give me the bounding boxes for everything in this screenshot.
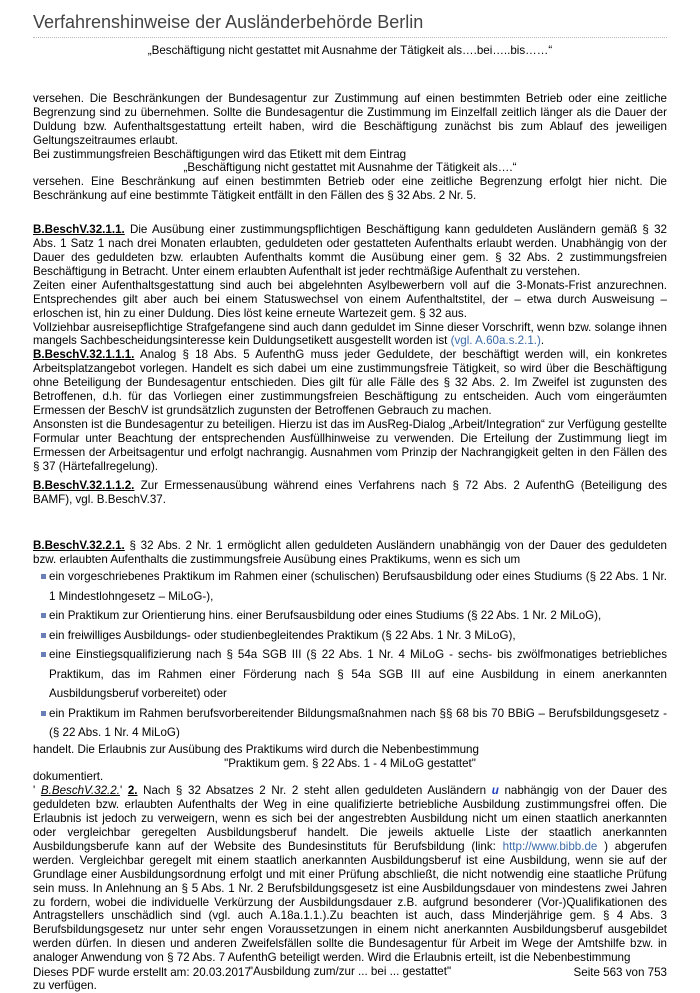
section-label: B.BeschV.32.1.1. xyxy=(33,223,125,237)
section-text: Die Ausübung einer zustimmungspflichtigen Beschäftigung kann geduldeten Ausländern gemäß § 32 Abs. 1 Satz 1 nach drei Monaten erlaubten, geduldeten oder gestatteten Aufenthalts erlaubt werden. Unabhängig von der Dauer des geduldeten bzw. erlaubten Aufenthalts kommt die Ausübung einer gem. § 32 Abs. 2 zustimmungsfreien Beschäftigung in Betracht. Unter einem erlaubten Aufenthalt ist jeder rechtmäßige Aufenthalt zu verstehen. xyxy=(33,223,667,278)
bullet-icon xyxy=(41,711,46,716)
document-body xyxy=(33,44,667,993)
section-text: Vollziehbar ausreisepflichtige Strafgefangene sind auch dann geduldet im Sinne dieser Vorschrift, wenn bzw. solange ihnen mangels Sachbescheidungsinteresse kein Duldungsetikett ausgestellt worden ist xyxy=(33,320,667,348)
footer-page-number: Seite 563 von 753 xyxy=(573,966,667,979)
paragraph-no-restriction: versehen. Eine Beschränkung auf einen bestimmten Betrieb oder eine zeitliche Begrenzung erfolgt hier nicht. Die Beschränkung auf eine bestimmte Tätigkeit entfällt in den Fällen des § 32 Abs. 2 Nr. 5. xyxy=(33,175,667,203)
section-text: Zur Ermessenausübung während eines Verfahrens nach § 72 Abs. 2 AufenthG (Beteiligung des BAMF), vgl. B.BeschV.37. xyxy=(33,479,667,507)
quote-internship: "Praktikum gem. § 22 Abs. 1 - 4 MiLoG gestattet" xyxy=(224,756,476,770)
list-item-text: ein vorgeschriebenes Praktikum im Rahmen einer (schulischen) Berufsausbildung oder eines Studiums (§ 22 Abs. 1 Nr. 1 Mindestlohngesetz – MiLoG-), xyxy=(49,570,667,603)
quote-free-employment: „Beschäftigung nicht gestattet mit Ausnahme der Tätigkeit als….“ xyxy=(183,161,517,175)
paragraph-restrictions: versehen. Die Beschränkungen der Bundesagentur zur Zustimmung auf einen bestimmten Betrieb oder eine zeitliche Begrenzung sind zu übernehmen. Sollte die Bundesagentur die Zustimmung im Einzelfall zeitlich länger als die Dauer der Duldung bzw. Aufenthaltsgestattung erteilt haben, wird die Beschäftigung zunächst bis zum Ablauf des jeweiligen Geltungszeitraumes erlaubt. xyxy=(33,91,667,147)
paragraph-conclusion: zu verfügen. xyxy=(33,979,97,992)
section-32-1-1-p3 xyxy=(33,321,667,349)
list-item xyxy=(33,567,667,606)
list-item xyxy=(33,626,667,646)
section-label: B.BeschV.32.1.1.2. xyxy=(33,479,135,493)
list-item-text: eine Einstiegsqualifizierung nach § 54a SGB III (§ 22 Abs. 1 Nr. 4 MiLoG - sechs- bis zwölfmonatiges betriebliches Praktikum, das im Rahmen einer Förderung nach § 54a SGB III auf eine Ausbildung in einem anerkannten Ausbildungsberuf vorbereitet) oder xyxy=(49,648,667,701)
footer-created-date: Dieses PDF wurde erstellt am: 20.03.2017 xyxy=(33,966,251,979)
section-label: B.BeschV.32.1.1.1. xyxy=(33,348,135,362)
paragraph-documented: dokumentiert. xyxy=(33,770,104,784)
bullet-icon xyxy=(41,613,46,618)
quote-employment-restriction: „Beschäftigung nicht gestattet mit Ausnahme der Tätigkeit als….bei…..bis……“ xyxy=(147,44,553,57)
ref-link-32-2[interactable]: B.BeschV.32.2. xyxy=(40,784,120,798)
list-item-text: ein Praktikum im Rahmen berufsvorbereitender Bildungsmaßnahmen nach §§ 68 bis 70 BBiG – Berufsbildungsgesetz - (§ 22 Abs. 1 Nr. 4 MiLoG) xyxy=(49,706,667,740)
internship-list xyxy=(33,567,667,743)
section-32-1-1-1-p2: Ansonsten ist die Bundesagentur zu beteiligen. Hierzu ist das im AusReg-Dialog „Arbeit/Integration“ zur Verfügung gestellte Formular unter Beachtung der entsprechenden Ausfüllhinweise zu verwenden. Die Erteilung der Zustimmung liegt im Ermessen der Arbeitsagentur und erfolgt nachrangig. Ausnahmen vom Prinzip der Nachrangigkeit gelten in den Fällen des § 37 (Härtefallregelung). xyxy=(33,417,667,473)
title-divider xyxy=(33,37,667,38)
list-item-text: ein Praktikum zur Orientierung hins. einer Berufsausbildung oder eines Studiums (§ 22 Abs. 1 Nr. 2 MiLoG), xyxy=(49,609,602,623)
section-text: ' xyxy=(119,784,128,798)
quote-apprenticeship: "Ausbildung zum/zur ... bei ... gestattet" xyxy=(248,965,452,979)
paragraph-free-employment: Bei zustimmungsfreien Beschäftigungen wird das Etikett mit dem Eintrag xyxy=(33,147,407,161)
bullet-icon xyxy=(41,652,46,657)
bibb-link[interactable]: http://www.bibb.de xyxy=(502,839,598,853)
section-text: § 32 Abs. 2 Nr. 1 ermöglicht allen geduldeten Ausländern unabhängig von der Dauer des geduldeten bzw. erlaubten Aufenthalts die zustimmungsfreie Ausübung eines Praktikums, wenn es sich um xyxy=(33,539,667,567)
section-text: nabhängig von der Dauer des geduldeten bzw. erlaubten Aufenthalts der Weg in eine qualifizierte betriebliche Ausbildung zustimmungsfrei offen. Die Erlaubnis ist jedoch zu verweigern, wenn es sich bei der angestrebten Ausbildung nicht um einen staatlich anerkannten oder vergleichbar geregelten Ausbildungsberuf handelt. Die jeweils aktuelle Liste der staatlich anerkannten Ausbildungsberufe kann auf der Website des Bundesinstituts für Berufsbildung (link: xyxy=(33,784,668,853)
section-32-1-1-1 xyxy=(33,348,667,418)
bullet-icon xyxy=(41,633,46,638)
section-32-1-1-2 xyxy=(33,479,667,507)
section-label: B.BeschV.32.2.1. xyxy=(33,539,125,553)
list-item xyxy=(33,704,667,743)
section-label: 2. xyxy=(127,784,138,798)
section-32-2-1 xyxy=(33,539,667,567)
section-text: . xyxy=(540,334,545,348)
section-32-2-2 xyxy=(33,784,667,965)
page-title: Verfahrenshinweise der Ausländerbehörde Berlin xyxy=(33,12,424,32)
section-text: Nach § 32 Absatzes 2 Nr. 2 steht allen geduldeten Ausländern xyxy=(137,784,492,798)
ref-link-a60a[interactable]: (vgl. A.60a.s.2.1.) xyxy=(450,334,541,348)
marked-letter: u xyxy=(491,784,499,798)
section-text: Analog § 18 Abs. 5 AufenthG muss jeder Geduldete, der beschäftigt werden will, ein konkretes Arbeitsplatzangebot vorlegen. Handelt es sich dabei um eine zustimmungsfreie Tätigkeit, so wird über die Beschäftigung ohne Beteiligung der Bundesagentur entschieden. Dies gilt für alle Fälle des § 32 Abs. 2. Im Zweifel ist zugunsten des Betroffenen, d.h. für das Vorliegen einer zustimmungsfreien Beschäftigung zu entscheiden. Auch vom eingeräumten Ermessen der BeschV ist grundsätzlich zugunsten der Betroffenen Gebrauch zu machen. xyxy=(33,348,667,417)
bullet-icon xyxy=(41,574,46,579)
list-item xyxy=(33,645,667,704)
list-item xyxy=(33,606,667,626)
section-32-1-1-p2: Zeiten einer Aufenthaltsgestattung sind auch bei abgelehnten Asylbewerbern voll auf die 3-Monats-Frist anzurechnen. Entsprechendes gilt aber auch bei einem Statuswechsel von einem Aufenthaltstitel, der – etwa durch Ausweisung – erloschen ist, hin zu einer Duldung. Dies löst keine erneute Wartezeit gem. § 32 aus. xyxy=(33,278,667,320)
section-text: ' xyxy=(33,784,41,798)
section-text: ) abgerufen werden. Vergleichbar geregelt mit einem staatlich anerkannten Ausbildungsberuf ist eine Ausbildung, wenn sie auf der Grundlage einer Ausbildungsordnung erfolgt und mit einer Prüfung abschließt, die nicht notwendig eine staatliche Prüfung sein muss. In Anlehnung an § 5 Abs. 1 Nr. 2 Berufsbildungsgesetz ist eine Ausbildungsdauer von mindestens zwei Jahren zu fordern, wobei die individuelle Verkürzung der Ausbildungsdauer z.B. aufgrund besonderer (Vor-)Qualifikationen des Antragstellers unschädlich sind (vgl. auch A.18a.1.1.).Zu beachten ist auch, dass Minderjährige gem. § 4 Abs. 3 Berufsbildungsgesetz nur unter sehr engen Voraussetzungen in einem nicht anerkannten Ausbildungsberuf ausgebildet werden dürfen. In diesen und anderen Zweifelsfällen sollte die Bundesagentur für Arbeit im Wege der Amtshilfe bzw. in analoger Anwendung von § 72 Abs. 7 AufenthG beteiligt werden. Wird die Erlaubnis erteilt, ist die Nebenbestimmung xyxy=(33,839,667,965)
section-32-1-1 xyxy=(33,223,667,279)
paragraph-internship-permit: handelt. Die Erlaubnis zur Ausübung des Praktikums wird durch die Nebenbestimmung xyxy=(33,742,479,756)
list-item-text: ein freiwilliges Ausbildungs- oder studienbegleitendes Praktikum (§ 22 Abs. 1 Nr. 3 MiLoG), xyxy=(49,628,516,642)
